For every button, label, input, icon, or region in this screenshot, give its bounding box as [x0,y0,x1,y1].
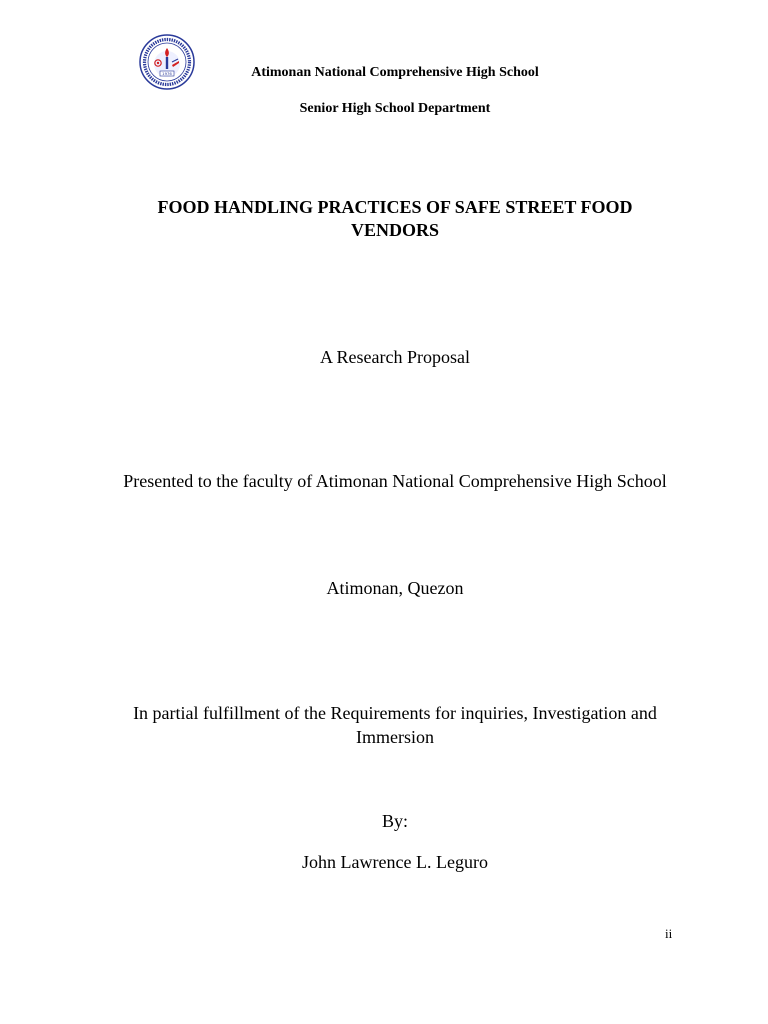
document-title: FOOD HANDLING PRACTICES OF SAFE STREET FOOD VENDORS [157,197,633,240]
school-seal-logo [139,34,195,90]
presented-to-text: Presented to the faculty of Atimonan National Comprehensive High School [123,471,667,491]
page-number: ii [665,926,673,941]
department-header: Senior High School Department [299,101,491,116]
document-subtitle: A Research Proposal [320,347,470,367]
location-text: Atimonan, Quezon [326,578,464,598]
fulfillment-text: In partial fulfillment of the Requirements for inquiries, Investigation and Immersion [133,703,657,747]
school-name-header: Atimonan National Comprehensive High School [251,65,539,80]
by-label: By: [381,811,408,831]
svg-text:1976: 1976 [162,71,172,76]
author-name: John Lawrence L. Leguro [302,852,488,872]
